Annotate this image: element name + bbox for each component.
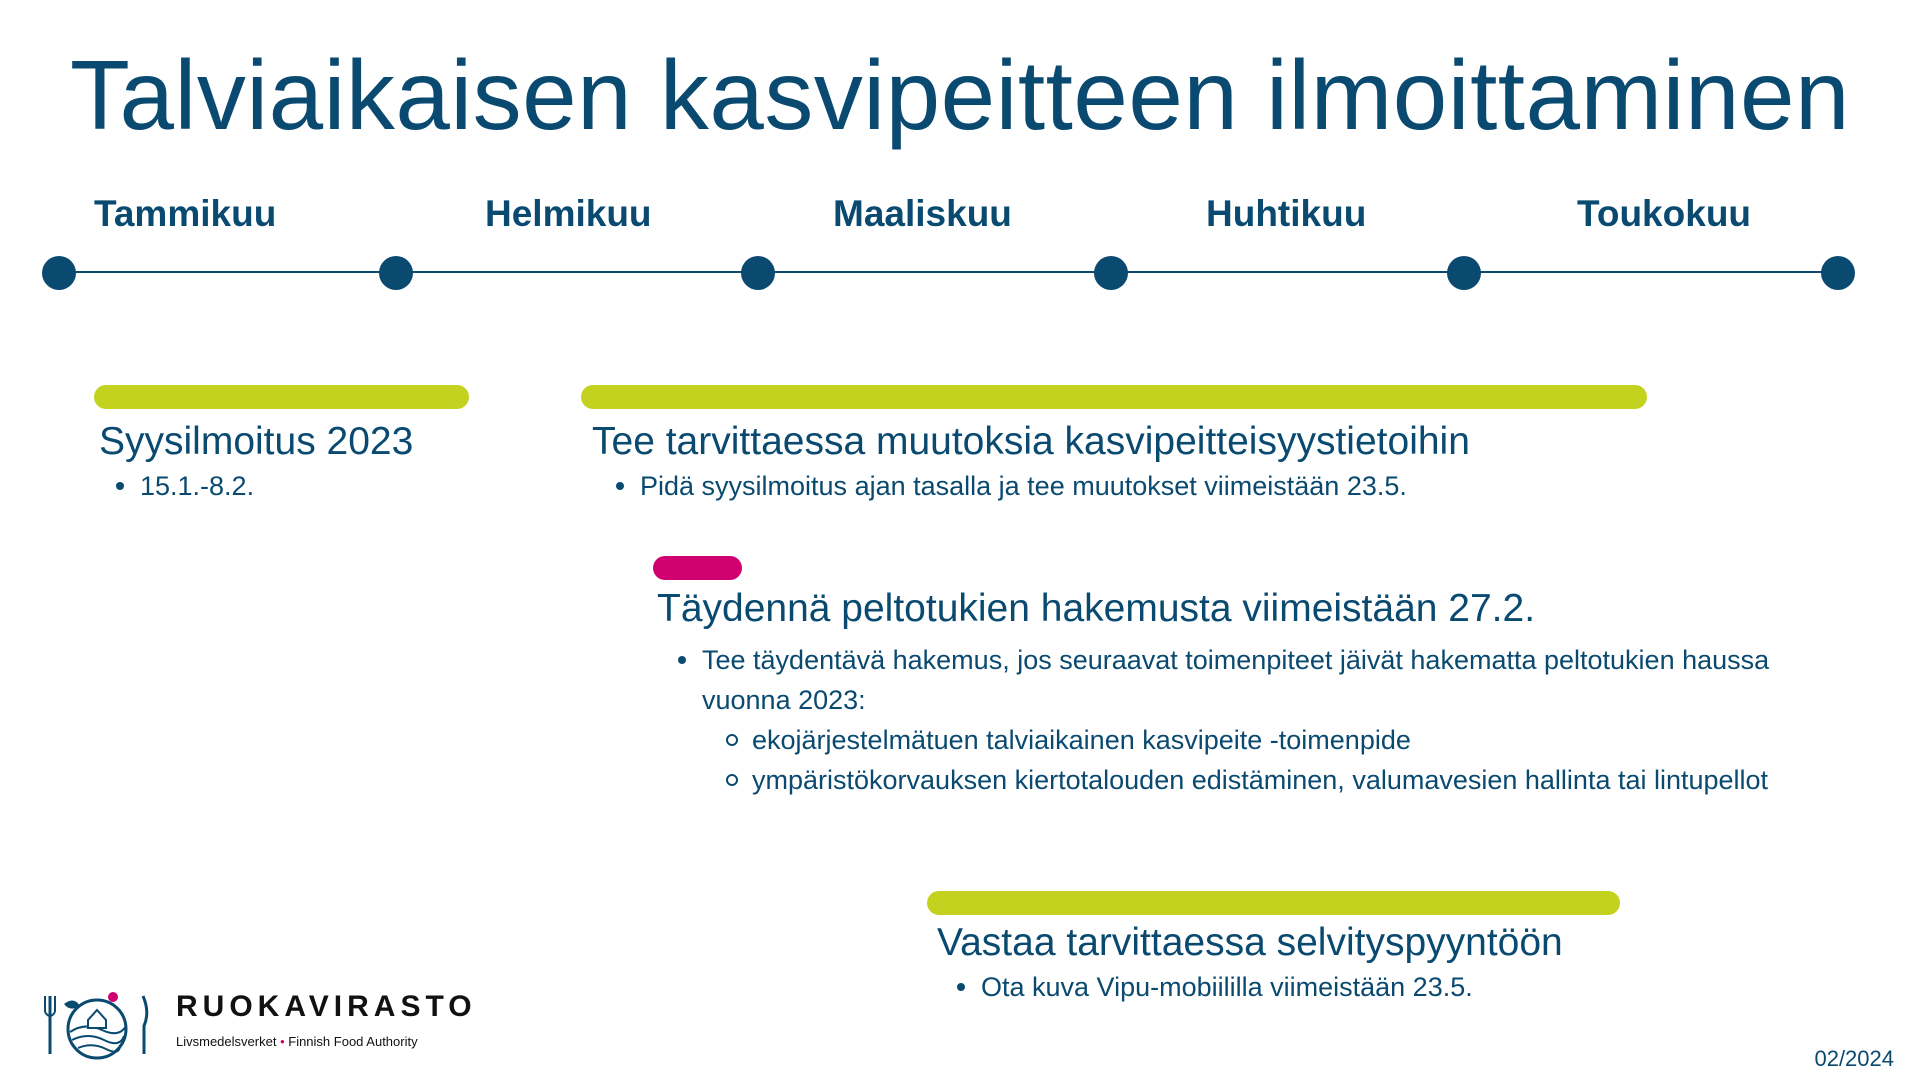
logo-subtitle: [176, 1034, 418, 1049]
bullet-item: Ota kuva Vipu-mobiililla viimeistään 23.5.: [955, 967, 1473, 1007]
timeline-dot: [1447, 256, 1481, 290]
timeline-dot: [1821, 256, 1855, 290]
bullet-list: [614, 466, 1407, 506]
agency-emblem-icon: [40, 982, 160, 1062]
bullet-dot-icon: •: [280, 1034, 285, 1049]
logo-wordmark: RUOKAVIRASTO: [176, 990, 477, 1023]
month-label-february: Helmikuu: [485, 193, 652, 234]
month-label-may: Toukokuu: [1577, 193, 1752, 234]
block-title-autumn-declaration: Syysilmoitus 2023: [99, 420, 414, 463]
bullet-item: 15.1.-8.2.: [114, 466, 254, 506]
page-title: Talviaikaisen kasvipeitteen ilmoittaminen: [70, 40, 1850, 150]
logo-subtitle-english: Finnish Food Authority: [288, 1034, 418, 1049]
bullet-item: Tee täydentävä hakemus, jos seuraavat toimenpiteet jäivät hakematta peltotukien haussa vuonna 2023:: [676, 640, 1856, 720]
period-bar-autumn-declaration: [94, 385, 469, 409]
deadline-bar-supplement: [653, 556, 742, 580]
bullet-list: [955, 967, 1473, 1007]
month-label-march: Maaliskuu: [833, 193, 1012, 234]
bullet-list: [114, 466, 254, 506]
bullet-item: Pidä syysilmoitus ajan tasalla ja tee muutokset viimeistään 23.5.: [614, 466, 1407, 506]
sub-bullet-item: ympäristökorvauksen kiertotalouden edistäminen, valumavesien hallinta tai lintupellot: [676, 760, 1856, 800]
date-code: 02/2024: [1814, 1046, 1894, 1071]
timeline-dot: [42, 256, 76, 290]
logo-subtitle-swedish: Livsmedelsverket: [176, 1034, 277, 1049]
block-title-clarification: Vastaa tarvittaessa selvityspyyntöön: [937, 921, 1563, 964]
period-bar-clarification: [927, 891, 1620, 915]
timeline-line: [58, 271, 1838, 273]
block-title-changes: Tee tarvittaessa muutoksia kasvipeitteisyystietoihin: [592, 420, 1470, 463]
month-label-april: Huhtikuu: [1206, 193, 1367, 234]
block-title-supplement: Täydennä peltotukien hakemusta viimeistään 27.2.: [657, 587, 1536, 630]
period-bar-changes: [581, 385, 1647, 409]
timeline-dot: [379, 256, 413, 290]
timeline-dot: [741, 256, 775, 290]
bullet-list: [676, 640, 1856, 800]
ruokavirasto-logo: [40, 982, 477, 1062]
sub-bullet-item: ekojärjestelmätuen talviaikainen kasvipeite -toimenpide: [676, 720, 1856, 760]
month-label-january: Tammikuu: [94, 193, 277, 234]
timeline-dot: [1094, 256, 1128, 290]
